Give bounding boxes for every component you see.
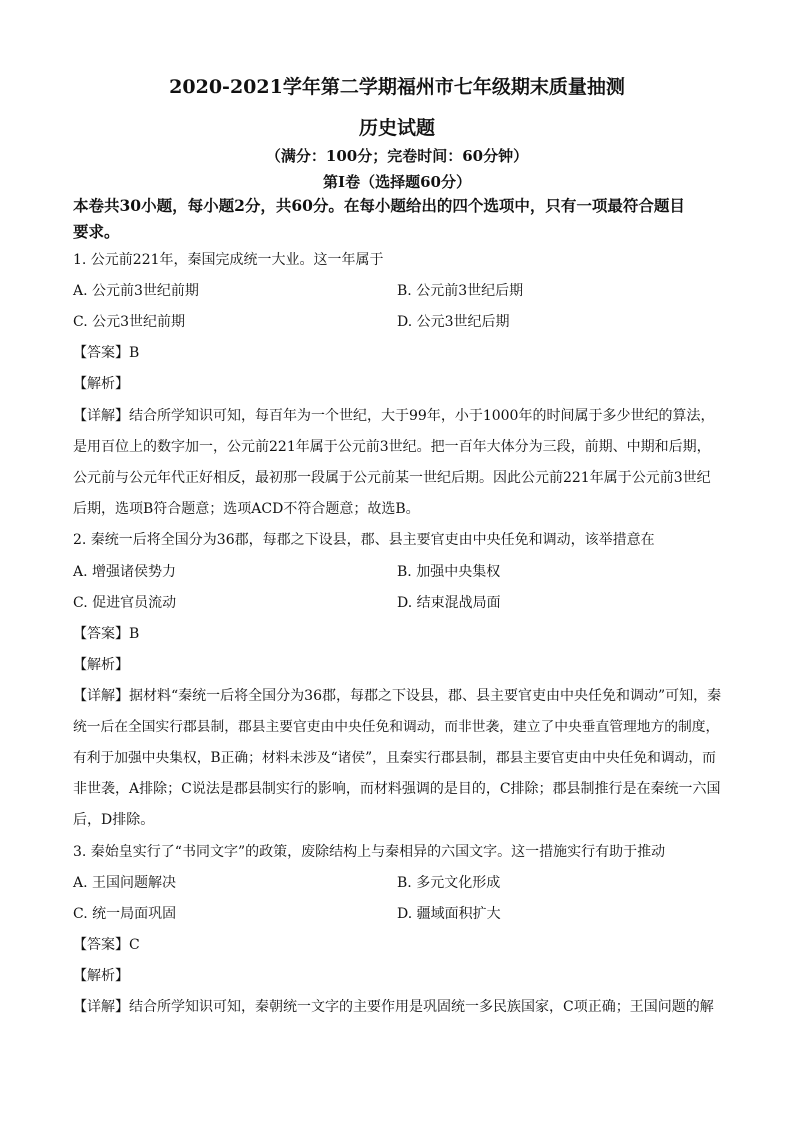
question-3-option-a: A. 王国问题解决 bbox=[73, 875, 177, 891]
question-1-detail-3: 公元前与公元年代正好相反，最初那一段属于公元前某一世纪后期。因此公元前221年属于公元前3世纪 bbox=[73, 470, 711, 486]
question-3-analysis: 【解析】 bbox=[73, 968, 129, 984]
question-3-stem: 3. 秦始皇实行了“书同文字”的政策，废除结构上与秦相异的六国文字。这一措施实行有助于推动 bbox=[73, 844, 666, 860]
question-2-option-c: C. 促进官员流动 bbox=[73, 595, 177, 611]
question-1-detail-4: 后期，选项B符合题意；选项ACD不符合题意；故选B。 bbox=[73, 501, 420, 517]
question-2-option-d: D. 结束混战局面 bbox=[397, 595, 501, 611]
question-1-analysis: 【解析】 bbox=[73, 376, 129, 392]
question-2-analysis: 【解析】 bbox=[73, 657, 129, 673]
question-1-stem: 1. 公元前221年，秦国完成统一大业。这一年属于 bbox=[73, 252, 384, 268]
question-2-option-b: B. 加强中央集权 bbox=[397, 564, 501, 580]
exam-title: 2020-2021学年第二学期福州市七年级期末质量抽测 bbox=[169, 76, 625, 98]
question-3-detail-1: 【详解】结合所学知识可知，秦朝统一文字的主要作用是巩固统一多民族国家，C项正确；王国问题的解 bbox=[73, 999, 714, 1015]
question-1-detail-1: 【详解】结合所学知识可知，每百年为一个世纪，大于99年，小于1000年的时间属于多少世纪的算法， bbox=[73, 408, 715, 424]
exam-meta: （满分：100分；完卷时间：60分钟） bbox=[265, 147, 529, 165]
question-1-option-b: B. 公元前3世纪后期 bbox=[397, 283, 524, 299]
question-2-stem: 2. 秦统一后将全国分为36郡，每郡之下设县，郡、县主要官吏由中央任免和调动，该举措意在 bbox=[73, 532, 655, 548]
question-1-answer: 【答案】B bbox=[73, 345, 140, 361]
instructions-line-1: 本卷共30小题，每小题2分，共60分。在每小题给出的四个选项中，只有一项最符合题目 bbox=[73, 196, 685, 215]
question-2-detail-1: 【详解】据材料“秦统一后将全国分为36郡，每郡之下设县，郡、县主要官吏由中央任免和调动”可知，秦 bbox=[73, 688, 722, 704]
question-1-detail-2: 是用百位上的数字加一，公元前221年属于公元前3世纪。把一百年大体分为三段，前期、中期和后期， bbox=[73, 439, 711, 455]
question-2-detail-2: 统一后在全国实行郡县制，郡县主要官吏由中央任免和调动，而非世袭，建立了中央垂直管理地方的制度， bbox=[73, 719, 720, 735]
subject-title: 历史试题 bbox=[358, 117, 435, 139]
question-3-option-c: C. 统一局面巩固 bbox=[73, 906, 177, 922]
question-1-option-d: D. 公元3世纪后期 bbox=[397, 314, 510, 330]
section-title: 第I卷（选择题60分） bbox=[323, 173, 471, 191]
question-2-option-a: A. 增强诸侯势力 bbox=[73, 564, 177, 580]
question-2-answer: 【答案】B bbox=[73, 626, 140, 642]
question-1-option-c: C. 公元3世纪前期 bbox=[73, 314, 186, 330]
question-3-option-b: B. 多元文化形成 bbox=[397, 875, 501, 891]
question-2-detail-4: 非世袭，A排除；C说法是郡县制实行的影响，而材料强调的是目的，C排除；郡县制推行是在秦统一六国 bbox=[73, 781, 721, 797]
question-3-answer: 【答案】C bbox=[73, 937, 140, 953]
question-3-option-d: D. 疆域面积扩大 bbox=[397, 906, 501, 922]
question-1-option-a: A. 公元前3世纪前期 bbox=[73, 283, 199, 299]
question-2-detail-3: 有利于加强中央集权，B正确；材料未涉及“诸侯”，且秦实行郡县制，郡县主要官吏由中央任免和调动，而 bbox=[73, 750, 716, 766]
question-2-detail-5: 后，D排除。 bbox=[73, 812, 155, 828]
instructions-line-2: 要求。 bbox=[73, 222, 120, 241]
